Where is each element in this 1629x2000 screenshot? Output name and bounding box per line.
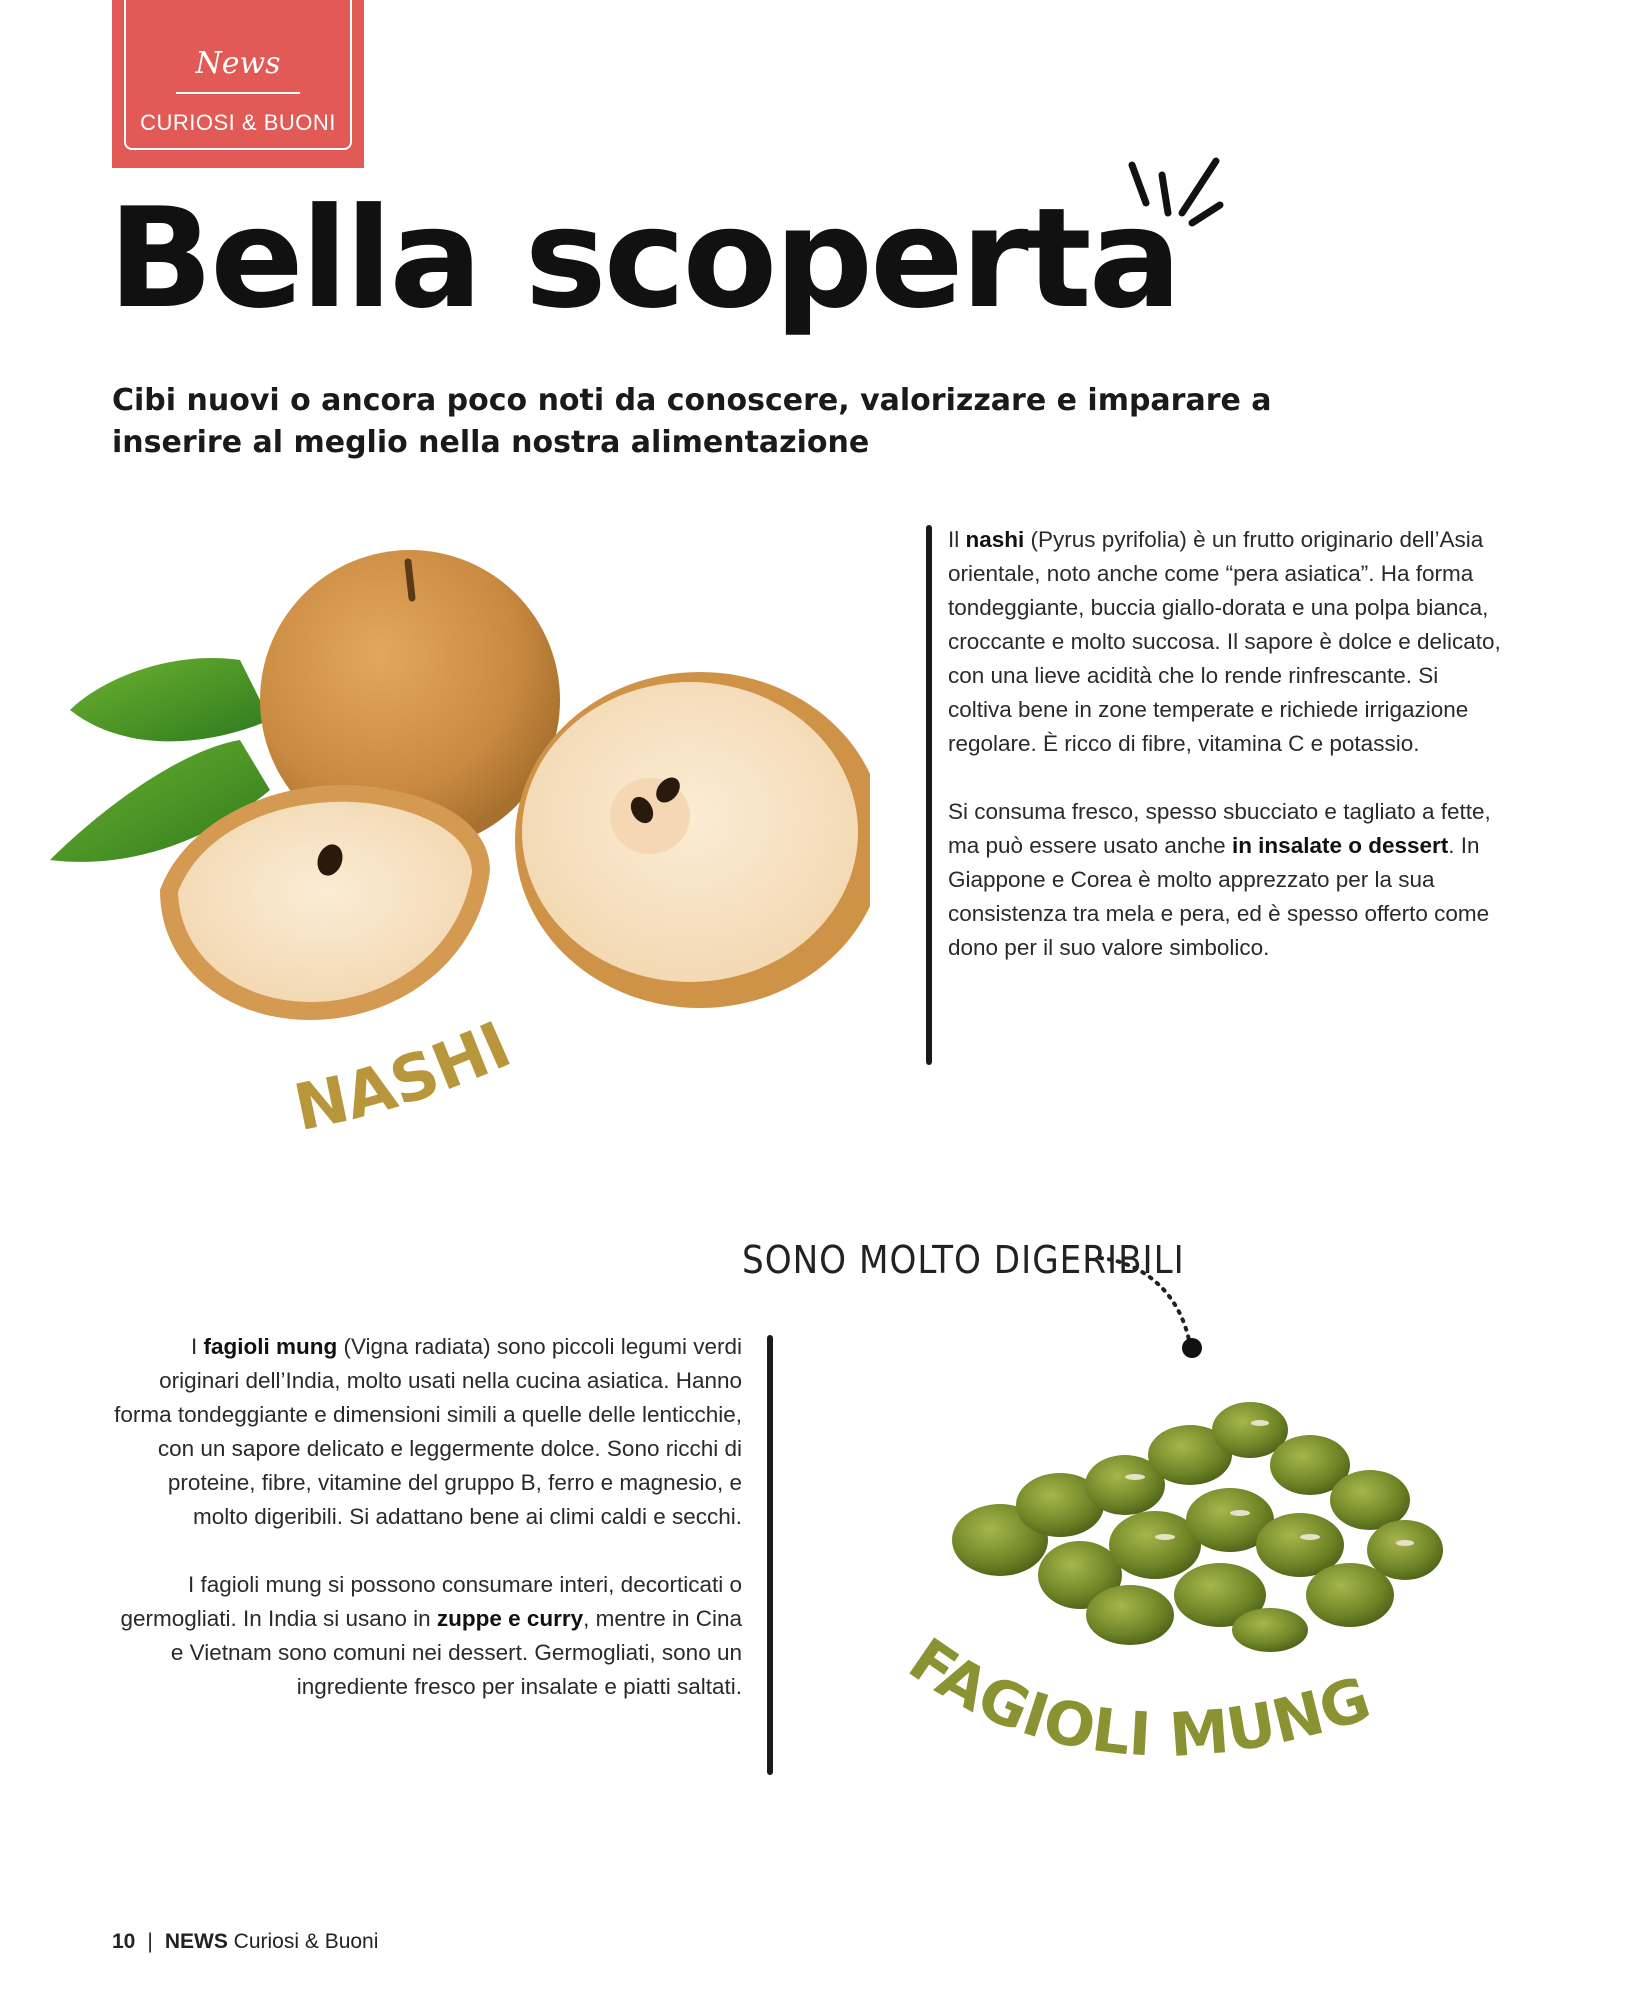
page-number: 10 xyxy=(112,1930,136,1953)
footer-separator: | xyxy=(147,1930,153,1953)
badge-subtitle: CURIOSI & BUONI xyxy=(140,110,336,135)
mung-beans-image xyxy=(930,1385,1450,1655)
badge-script-title: News xyxy=(195,46,281,81)
badge-divider xyxy=(176,92,300,94)
nashi-paragraph-1: Il nashi (Pyrus pyrifolia) è un frutto originario dell’Asia orientale, noto anche come “pera asiatica”. Ha forma tondeggiante, buccia giallo-dorata e una polpa bianca, croccante e molto succosa. Il sapore è dolce e delicato, con una lieve acidità che lo rende rinfrescante. Si coltiva bene in zone temperate e richiede irrigazione regolare. È ricco di fibre, vitamina C e potassio. xyxy=(948,527,1501,756)
text-rule xyxy=(926,525,932,1065)
bean-pile xyxy=(952,1402,1443,1652)
footer-section: Curiosi & Buoni xyxy=(233,1930,379,1953)
text-rule xyxy=(767,1335,773,1775)
callout-text: SONO MOLTO DIGERIBILI xyxy=(742,1238,1185,1282)
footer-brand: NEWS xyxy=(164,1930,228,1953)
mung-paragraph-1: I fagioli mung (Vigna radiata) sono piccoli legumi verdi originari dell’India, molto usati nella cucina asiatica. Hanno forma tondeggiante e dimensioni simili a quelle delle lenticchie, con un sapore delicato e leggermente dolce. Sono ricchi di proteine, fibre, vitamine del gruppo B, ferro e magnesio, e molto digeribili. Si adattano bene ai climi caldi e secchi. xyxy=(114,1334,742,1529)
mung-description xyxy=(112,1330,742,1704)
nashi-paragraph-2: Si consuma fresco, spesso sbucciato e tagliato a fette, ma può essere usato anche in insalate o dessert. In Giappone e Corea è molto apprezzato per la sua consistenza tra mela e pera, ed è spesso offerto come dono per il suo valore simbolico. xyxy=(948,799,1491,960)
nashi-label: NASHI xyxy=(288,1008,522,1147)
half-pear-flesh xyxy=(522,682,858,982)
mung-label: FAGIOLI MUNG xyxy=(896,1625,1379,1772)
mung-paragraph-2: I fagioli mung si possono consumare interi, decorticati o germogliati. In India si usano in zuppe e curry, mentre in Cina e Vietnam sono comuni nei dessert. Germogliati, sono un ingrediente fresco per insalate e piatti saltati. xyxy=(120,1572,742,1699)
page-subtitle: Cibi nuovi o ancora poco noti da conoscere, valorizzare e imparare a inserire al meglio nella nostra alimentazione xyxy=(112,383,1272,460)
page-footer xyxy=(112,1930,378,1954)
section-badge xyxy=(112,0,364,168)
sparkle-icon xyxy=(1120,155,1230,235)
nashi-pear-image xyxy=(40,540,870,1060)
pear-stem xyxy=(408,562,412,598)
page-title: Bella scoperta xyxy=(108,178,1179,339)
callout-dot xyxy=(1182,1338,1202,1358)
nashi-description xyxy=(948,523,1508,965)
leaf-shape xyxy=(70,658,270,741)
